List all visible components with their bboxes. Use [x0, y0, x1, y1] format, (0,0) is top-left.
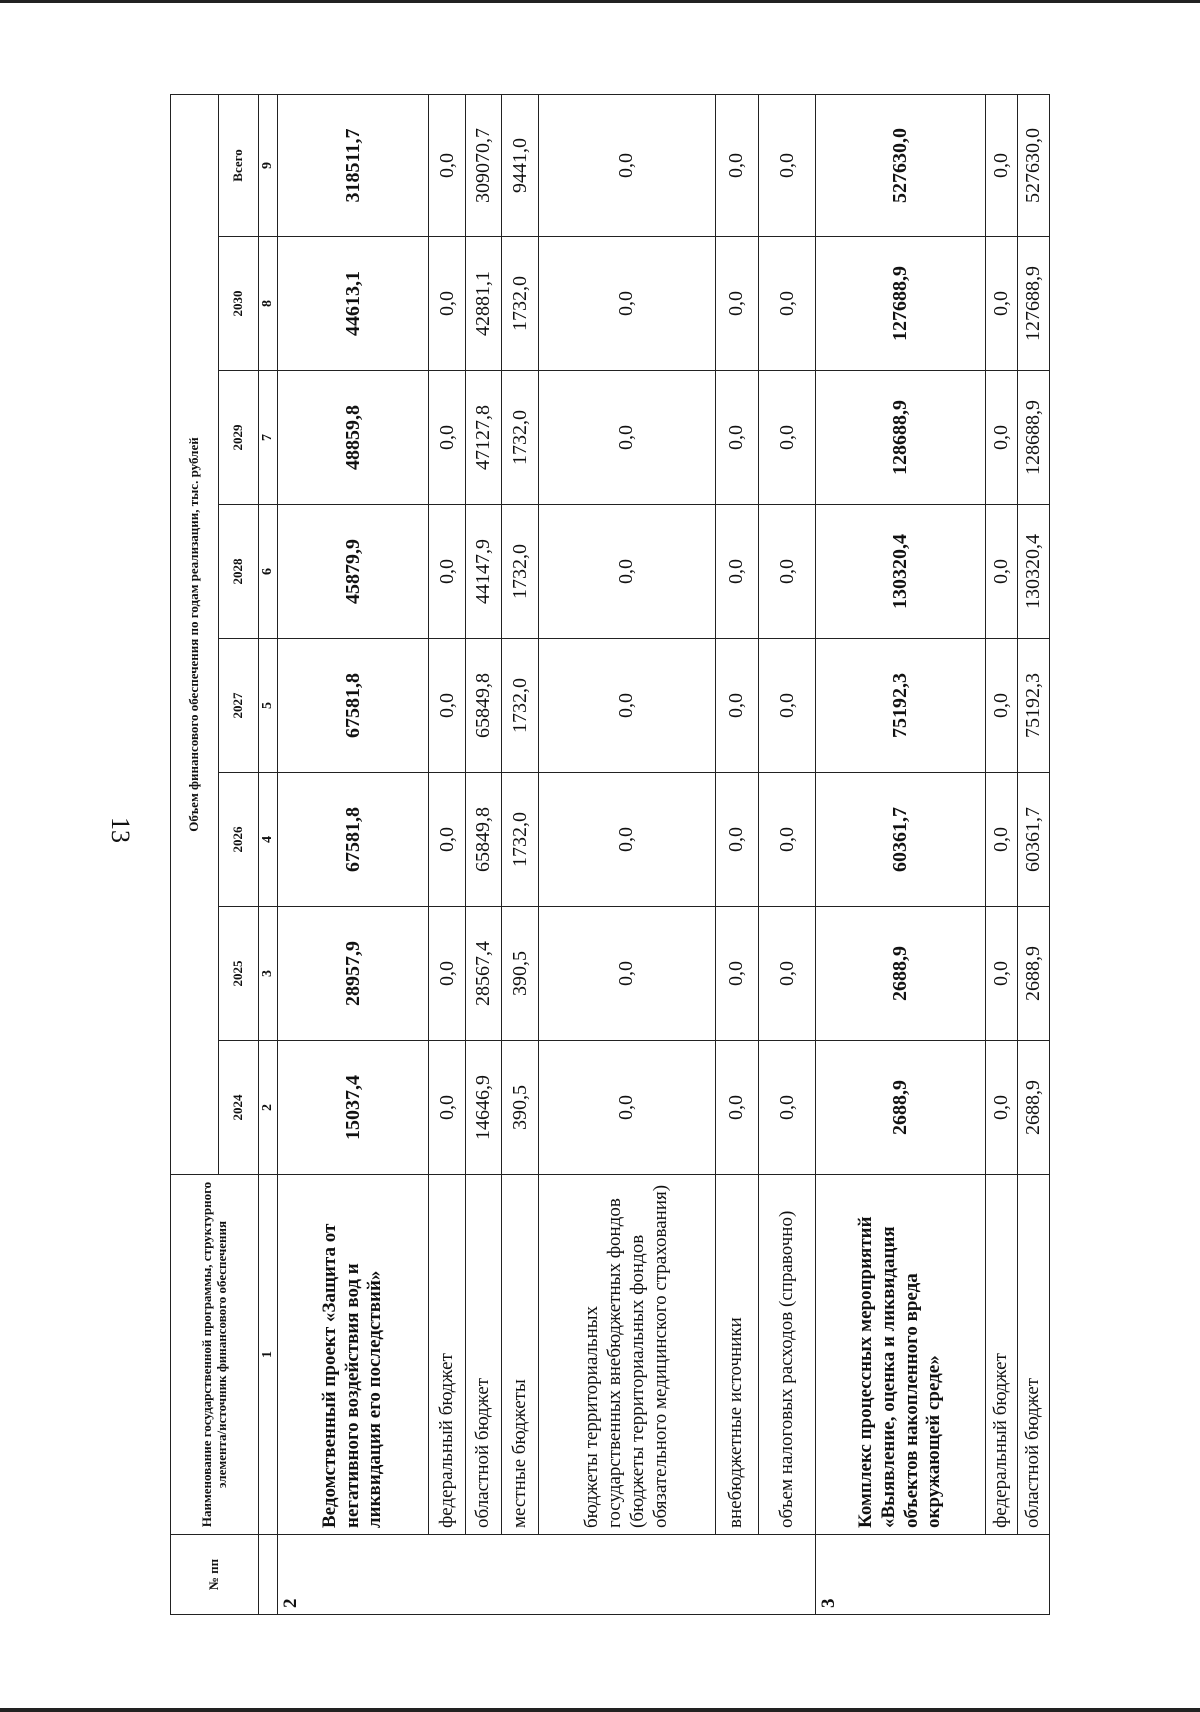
row-year-value: 127688,9 [816, 237, 986, 371]
row-year-value: 0,0 [759, 907, 816, 1041]
row-year-value: 42881,1 [465, 237, 502, 371]
row-year-value: 67581,8 [278, 639, 429, 773]
row-year-value: 127688,9 [1017, 237, 1049, 371]
row-year-value: 65849,8 [465, 639, 502, 773]
row-year-value: 2688,9 [1017, 907, 1049, 1041]
header-year: 2030 [219, 237, 259, 371]
header-year: 2028 [219, 505, 259, 639]
row-year-value: 0,0 [429, 907, 466, 1041]
row-year-value: 0,0 [715, 773, 759, 907]
row-year-value: 0,0 [715, 907, 759, 1041]
row-year-value: 0,0 [759, 773, 816, 907]
row-year-value: 1732,0 [502, 237, 539, 371]
table-header [171, 94, 278, 1614]
row-year-value: 45879,9 [278, 505, 429, 639]
row-year-value: 65849,8 [465, 773, 502, 907]
row-total-value: 527630,0 [816, 94, 986, 236]
row-year-value: 0,0 [759, 1041, 816, 1175]
row-year-value: 0,0 [759, 371, 816, 505]
row-year-value: 390,5 [502, 907, 539, 1041]
header-year: 2025 [219, 907, 259, 1041]
row-year-value: 75192,3 [816, 639, 986, 773]
table-row [465, 94, 502, 1614]
row-year-value: 60361,7 [1017, 773, 1049, 907]
row-year-value: 15037,4 [278, 1041, 429, 1175]
row-year-value: 0,0 [715, 505, 759, 639]
row-year-value: 0,0 [429, 639, 466, 773]
row-year-value: 2688,9 [816, 1041, 986, 1175]
row-year-value: 0,0 [985, 371, 1017, 505]
header-year: 2029 [219, 371, 259, 505]
row-year-value: 2688,9 [816, 907, 986, 1041]
row-year-value: 44147,9 [465, 505, 502, 639]
row-year-value: 0,0 [539, 371, 715, 505]
rotated-table-container [170, 95, 1050, 1615]
row-name: областной бюджет [1017, 1175, 1049, 1535]
page-number: 13 [106, 817, 135, 843]
bottom-border-line [0, 1708, 1200, 1712]
row-year-value: 0,0 [715, 639, 759, 773]
table-row [539, 94, 715, 1614]
row-year-value: 0,0 [429, 773, 466, 907]
row-name: бюджеты территориальных государственных внебюджетных фондов (бюджеты территориальных фондов обязательного медицинского страхования) [539, 1175, 715, 1535]
header-year: 2026 [219, 773, 259, 907]
header-name: Наименование государственной программы, структурного элемента/источник финансового обеспечения [171, 1175, 259, 1535]
column-number: 9 [259, 94, 278, 236]
row-year-value: 0,0 [539, 1041, 715, 1175]
row-year-value: 390,5 [502, 1041, 539, 1175]
column-number: 1 [259, 1175, 278, 1535]
row-name: объем налоговых расходов (справочно) [759, 1175, 816, 1535]
row-year-value: 0,0 [759, 639, 816, 773]
top-border-line [0, 0, 1200, 3]
row-year-value: 67581,8 [278, 773, 429, 907]
row-year-value: 0,0 [985, 773, 1017, 907]
header-total: Всего [219, 94, 259, 236]
row-name: Ведомственный проект «Защита от негативного воздействия вод и ликвидация его последствий» [278, 1175, 429, 1535]
row-year-value: 0,0 [539, 237, 715, 371]
row-year-value: 128688,9 [1017, 371, 1049, 505]
row-total-value: 0,0 [539, 94, 715, 236]
row-index: 3 [816, 1535, 1050, 1615]
row-year-value: 2688,9 [1017, 1041, 1049, 1175]
row-name: федеральный бюджет [985, 1175, 1017, 1535]
row-name: местные бюджеты [502, 1175, 539, 1535]
table-row [278, 94, 429, 1614]
row-year-value: 130320,4 [1017, 505, 1049, 639]
row-name: внебюджетные источники [715, 1175, 759, 1535]
row-year-value: 44613,1 [278, 237, 429, 371]
row-year-value: 0,0 [985, 639, 1017, 773]
row-total-value: 318511,7 [278, 94, 429, 236]
row-year-value: 0,0 [985, 1041, 1017, 1175]
row-year-value: 75192,3 [1017, 639, 1049, 773]
row-year-value: 28957,9 [278, 907, 429, 1041]
financing-table [170, 94, 1050, 1615]
row-year-value: 1732,0 [502, 639, 539, 773]
row-year-value: 0,0 [759, 237, 816, 371]
row-year-value: 48859,8 [278, 371, 429, 505]
row-year-value: 1732,0 [502, 505, 539, 639]
row-total-value: 9441,0 [502, 94, 539, 236]
table-row [759, 94, 816, 1614]
column-number: 3 [259, 907, 278, 1041]
row-name: Комплекс процессных мероприятий «Выявление, оценка и ликвидация объектов накопленного вреда окружающей среде» [816, 1175, 986, 1535]
header-year: 2024 [219, 1041, 259, 1175]
row-year-value: 0,0 [759, 505, 816, 639]
row-name: областной бюджет [465, 1175, 502, 1535]
row-year-value: 1732,0 [502, 773, 539, 907]
row-year-value: 14646,9 [465, 1041, 502, 1175]
row-total-value: 527630,0 [1017, 94, 1049, 236]
row-year-value: 0,0 [429, 237, 466, 371]
header-volume: Объем финансового обеспечения по годам реализации, тыс. рублей [171, 94, 219, 1174]
row-year-value: 0,0 [985, 907, 1017, 1041]
row-year-value: 130320,4 [816, 505, 986, 639]
table-row [816, 94, 986, 1614]
table-row [1017, 94, 1049, 1614]
row-total-value: 0,0 [715, 94, 759, 236]
row-index: 2 [278, 1535, 816, 1615]
row-year-value: 0,0 [985, 505, 1017, 639]
row-year-value: 0,0 [429, 505, 466, 639]
column-number: 5 [259, 639, 278, 773]
row-total-value: 0,0 [429, 94, 466, 236]
header-year: 2027 [219, 639, 259, 773]
column-number: 4 [259, 773, 278, 907]
row-year-value: 0,0 [539, 505, 715, 639]
row-year-value: 0,0 [985, 237, 1017, 371]
table-body [278, 94, 1050, 1614]
row-year-value: 0,0 [539, 907, 715, 1041]
column-number: 8 [259, 237, 278, 371]
table-row [715, 94, 759, 1614]
column-number: 7 [259, 371, 278, 505]
table-row [429, 94, 466, 1614]
row-year-value: 0,0 [539, 773, 715, 907]
column-number: 6 [259, 505, 278, 639]
row-name: федеральный бюджет [429, 1175, 466, 1535]
table-row [985, 94, 1017, 1614]
row-year-value: 0,0 [715, 371, 759, 505]
row-year-value: 0,0 [715, 1041, 759, 1175]
table-row [502, 94, 539, 1614]
row-total-value: 0,0 [759, 94, 816, 236]
row-year-value: 0,0 [539, 639, 715, 773]
row-total-value: 309070,7 [465, 94, 502, 236]
column-number [259, 1535, 278, 1615]
row-year-value: 0,0 [715, 237, 759, 371]
column-number: 2 [259, 1041, 278, 1175]
row-year-value: 128688,9 [816, 371, 986, 505]
row-year-value: 47127,8 [465, 371, 502, 505]
row-total-value: 0,0 [985, 94, 1017, 236]
header-no: № пп [171, 1535, 259, 1615]
row-year-value: 0,0 [429, 371, 466, 505]
row-year-value: 1732,0 [502, 371, 539, 505]
row-year-value: 28567,4 [465, 907, 502, 1041]
row-year-value: 0,0 [429, 1041, 466, 1175]
row-year-value: 60361,7 [816, 773, 986, 907]
